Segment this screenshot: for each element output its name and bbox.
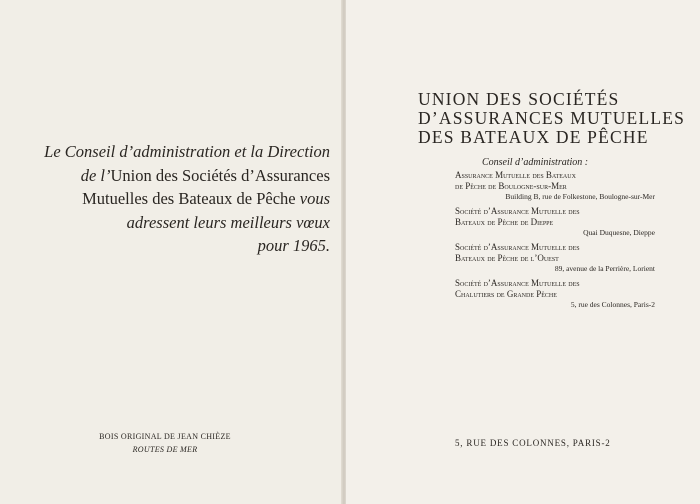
member-name-line: Société d’Assurance Mutuelle des	[455, 242, 580, 252]
greeting-line	[0, 187, 330, 211]
council-label: Conseil d’administration :	[482, 157, 589, 168]
title-line: DES BATEAUX DE PÊCHE	[418, 127, 649, 147]
greeting-message	[0, 140, 330, 258]
member-name-line: Société d’Assurance Mutuelle des	[455, 206, 580, 216]
credit-artist: BOIS ORIGINAL DE JEAN CHIÈZE	[99, 432, 231, 441]
greeting-fragment: vous	[299, 189, 330, 208]
greeting-fragment: de l’	[80, 165, 111, 185]
council-member	[455, 206, 655, 238]
footer-address: 5, RUE DES COLONNES, PARIS-2	[455, 438, 611, 448]
credit-work-title: ROUTES DE MER	[132, 445, 198, 454]
member-name-line: de Pêche de Boulogne-sur-Mer	[455, 181, 567, 191]
greeting-fragment: pour 1965.	[257, 236, 330, 255]
member-address: 89, avenue de la Perrière, Lorient	[554, 264, 655, 273]
greeting-fragment: Union des Sociétés d’Assurances	[110, 165, 330, 185]
greeting-line	[0, 164, 330, 188]
title-line: D’ASSURANCES MUTUELLES	[418, 108, 686, 128]
member-name-line: Assurance Mutuelle des Bateaux	[455, 170, 576, 180]
member-address: 5, rue des Colonnes, Paris-2	[570, 300, 655, 309]
council-member	[455, 242, 655, 274]
member-name-line: Société d’Assurance Mutuelle des	[455, 278, 580, 288]
member-address: Quai Duquesne, Dieppe	[583, 228, 655, 237]
greeting-line	[0, 234, 330, 258]
member-name-line: Bateaux de Pêche de l’Ouest	[455, 253, 559, 263]
greeting-line	[0, 140, 330, 164]
greeting-fragment: Le Conseil d’administration et la Direction	[44, 142, 330, 161]
greeting-fragment: Mutuelles des Bateaux de Pêche	[82, 189, 300, 208]
greeting-fragment: adressent leurs meilleurs vœux	[126, 212, 330, 232]
title-line: UNION DES SOCIÉTÉS	[418, 89, 620, 109]
organization-title	[418, 90, 688, 147]
greeting-line	[0, 211, 330, 235]
woodcut-credit	[60, 430, 270, 456]
council-member	[455, 170, 655, 202]
member-name-line: Bateaux de Pêche de Dieppe	[455, 217, 554, 227]
council-member	[455, 278, 655, 310]
member-address: Building B, rue de Folkestone, Boulogne-sur-Mer	[505, 192, 655, 201]
council-member-list	[455, 170, 655, 314]
member-name-line: Chalutiers de Grande Pêche	[455, 289, 557, 299]
